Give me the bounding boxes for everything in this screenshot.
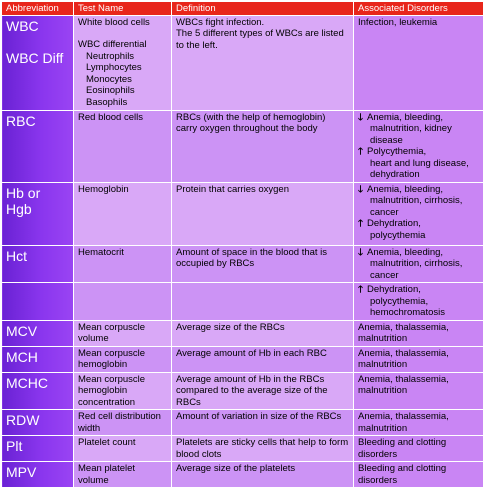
up-arrow-icon: 🡑 <box>358 218 363 229</box>
table-row-hct <box>2 245 484 283</box>
diff-item-basophils: Basophils <box>86 96 128 108</box>
test-name-rbc: Red blood cells <box>74 110 172 182</box>
disorder-line: Anemia, bleeding, <box>367 246 444 258</box>
diff-item-neutrophils: Neutrophils <box>86 50 135 62</box>
table-row-wbc <box>2 15 484 110</box>
table-row-mcv <box>2 320 484 346</box>
blood-test-table <box>1 1 484 488</box>
disorders-plt: Bleeding and clotting disorders <box>354 436 484 462</box>
test-name-cell-empty <box>74 283 172 321</box>
header-associated-disorders: Associated Disorders <box>354 2 484 16</box>
disorder-line: dehydration <box>370 169 420 180</box>
decrease-list <box>358 247 479 259</box>
definition-wbc: WBCs fight infection. <box>176 16 265 28</box>
abbr-cell <box>2 15 74 110</box>
test-name-cell <box>74 15 172 110</box>
table-row-mpv <box>2 462 484 488</box>
disorder-line: cancer <box>370 206 399 218</box>
disorders-cell <box>354 245 484 283</box>
definition-cell-empty <box>172 283 354 321</box>
disorder-line: heart and lung disease, <box>370 157 469 169</box>
abbr-hgb: Hgb <box>6 200 32 217</box>
disorders-cell <box>354 283 484 321</box>
disorders-mchc: Anemia, thalassemia, malnutrition <box>354 372 484 410</box>
abbr-wbc-diff: WBC Diff <box>6 49 64 66</box>
down-arrow-icon: 🡓 <box>358 183 363 195</box>
disorder-line: hemochromatosis <box>370 307 445 318</box>
abbr-cell: MCHC <box>2 372 74 410</box>
definition-hct: Amount of space in the blood that is occupied by RBCs <box>172 245 354 283</box>
table-row-hct-increase <box>2 283 484 321</box>
disorder-line: polycythemia <box>370 229 426 241</box>
definition-mcv: Average size of the RBCs <box>172 320 354 346</box>
diff-item-lymphocytes: Lymphocytes <box>86 62 142 73</box>
test-name-hct: Hematocrit <box>74 245 172 283</box>
disorders-mcv: Anemia, thalassemia, malnutrition <box>354 320 484 346</box>
table-row-mchc <box>2 372 484 410</box>
disorder-line: Dehydration, <box>367 284 421 295</box>
table-row-rdw <box>2 410 484 436</box>
increase-list <box>358 284 479 296</box>
test-name-hb: Hemoglobin <box>74 182 172 245</box>
disorder-line: disease <box>370 134 403 146</box>
abbr-cell-empty <box>2 283 74 321</box>
header-definition: Definition <box>172 2 354 16</box>
definition-rbc: RBCs (with the help of hemoglobin) carry oxygen throughout the body <box>172 110 354 182</box>
header-test-name: Test Name <box>74 2 172 16</box>
definition-rdw: Amount of variation in size of the RBCs <box>172 410 354 436</box>
disorder-line: malnutrition, cirrhosis, <box>370 258 463 269</box>
table-row-mch <box>2 346 484 372</box>
disorder-line: Dehydration, <box>367 218 421 229</box>
abbr-cell: Hct <box>2 245 74 283</box>
test-name-wbc: White blood cells <box>78 16 150 28</box>
test-name-plt: Platelet count <box>74 436 172 462</box>
decrease-list <box>358 184 479 196</box>
abbr-wbc: WBC <box>6 17 39 34</box>
abbr-cell: Plt <box>2 436 74 462</box>
disorders-cell <box>354 110 484 182</box>
disorder-line: cancer <box>370 269 399 281</box>
definition-cell <box>172 15 354 110</box>
abbr-cell: RDW <box>2 410 74 436</box>
abbr-cell: MCH <box>2 346 74 372</box>
diff-item-eosinophils: Eosinophils <box>86 85 135 96</box>
header-row <box>2 2 484 16</box>
test-name-mpv: Mean platelet volume <box>74 462 172 488</box>
disorder-line: polycythemia, <box>370 295 429 307</box>
definition-plt: Platelets are sticky cells that help to form blood clots <box>172 436 354 462</box>
disorders-mpv: Bleeding and clotting disorders <box>354 462 484 488</box>
table-row-rbc <box>2 110 484 182</box>
disorder-line: Polycythemia, <box>367 146 427 157</box>
down-arrow-icon: 🡓 <box>358 246 363 258</box>
test-name-mcv: Mean corpuscle volume <box>74 320 172 346</box>
increase-list <box>358 146 479 158</box>
up-arrow-icon: 🡑 <box>358 146 363 157</box>
definition-hb: Protein that carries oxygen <box>172 182 354 245</box>
definition-mch: Average amount of Hb in each RBC <box>172 346 354 372</box>
disorders-cell <box>354 15 484 110</box>
definition-mpv: Average size of the platelets <box>172 462 354 488</box>
increase-list <box>358 218 479 230</box>
definition-mchc: Average amount of Hb in the RBCs compared to the average size of the RBCs <box>172 372 354 410</box>
disorder-line: malnutrition, kidney <box>370 123 452 134</box>
diff-item-monocytes: Monocytes <box>86 73 132 85</box>
disorder-line: malnutrition, cirrhosis, <box>370 195 463 206</box>
abbr-cell: MPV <box>2 462 74 488</box>
down-arrow-icon: 🡓 <box>358 111 363 123</box>
disorders-mch: Anemia, thalassemia, malnutrition <box>354 346 484 372</box>
abbr-hb: Hb or <box>6 184 41 201</box>
test-name-wbc-diff: WBC differential <box>78 39 147 50</box>
definition-wbc-2: The 5 different types of WBCs are listed to the left. <box>176 28 344 51</box>
abbr-cell: MCV <box>2 320 74 346</box>
abbr-cell: RBC <box>2 110 74 182</box>
up-arrow-icon: 🡑 <box>358 284 363 295</box>
disorders-cell <box>354 182 484 245</box>
disorders-wbc: Infection, leukemia <box>358 16 438 28</box>
test-name-rdw: Red cell distribution width <box>74 410 172 436</box>
disorder-line: Anemia, bleeding, <box>367 183 444 195</box>
test-name-mch: Mean corpuscle hemoglobin <box>74 346 172 372</box>
abbr-cell <box>2 182 74 245</box>
header-abbreviation: Abbreviation <box>2 2 74 16</box>
disorder-line: Anemia, bleeding, <box>367 111 444 123</box>
test-name-mchc: Mean corpuscle hemoglobin concentration <box>74 372 172 410</box>
decrease-list <box>358 112 479 124</box>
table-row-plt <box>2 436 484 462</box>
disorders-rdw: Anemia, thalassemia, malnutrition <box>354 410 484 436</box>
table-row-hb <box>2 182 484 245</box>
